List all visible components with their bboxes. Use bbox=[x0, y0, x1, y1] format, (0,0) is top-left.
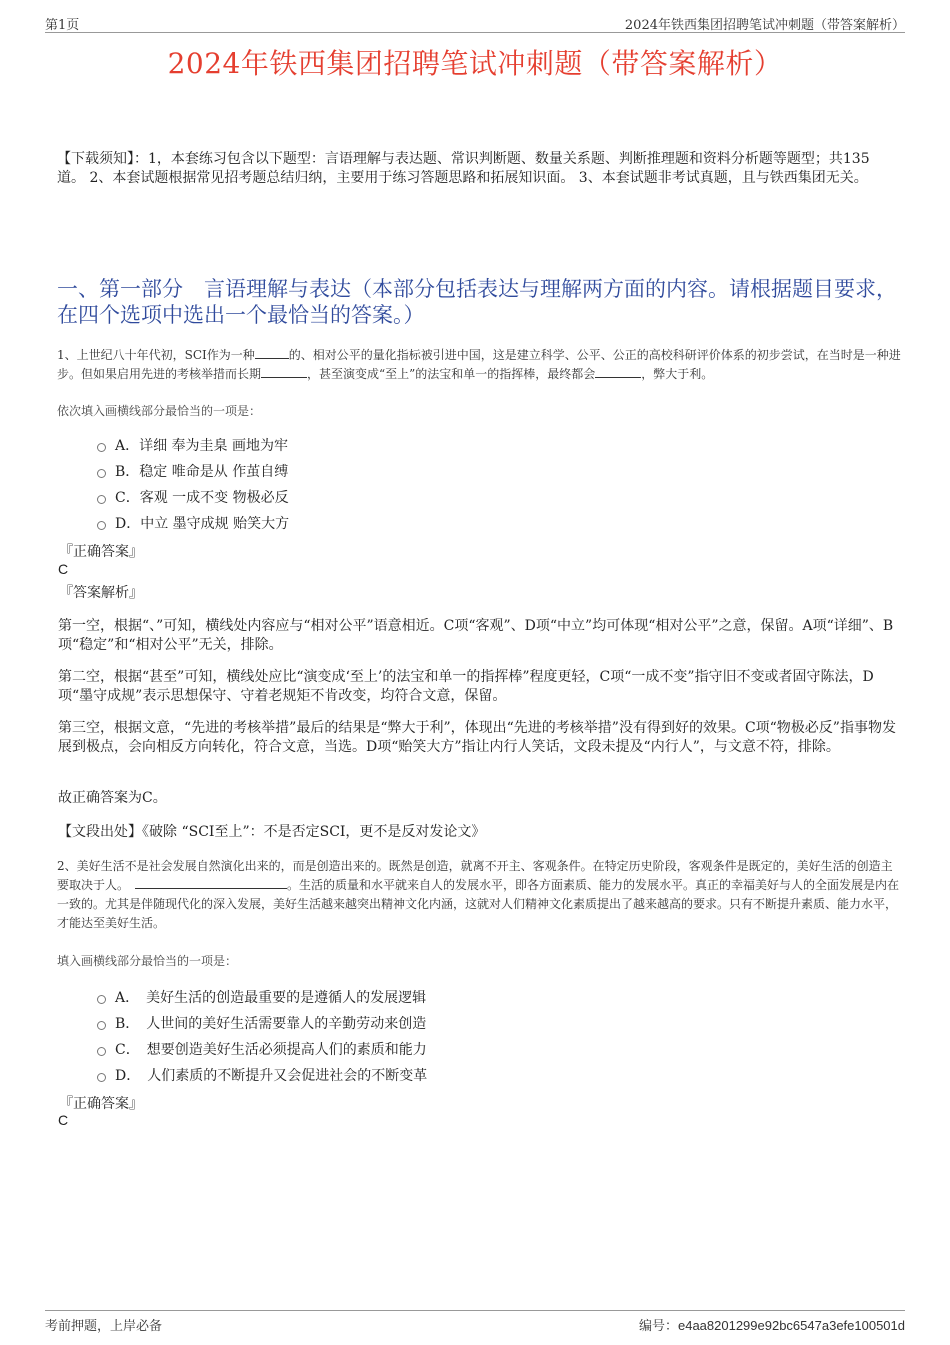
correct-answer: C bbox=[58, 1112, 69, 1128]
radio-icon[interactable] bbox=[97, 995, 106, 1004]
code-value: e4aa8201299e92bc6547a3efe100501d bbox=[677, 1318, 905, 1333]
option-label: D．中立 墨守成规 贻笑大方 bbox=[115, 516, 290, 532]
download-notice: 【下载须知】：1，本套练习包含以下题型：言语理解与表达题、常识判断题、数量关系题、判断推理题和资料分析题等题型；共135道。 2、本套试题根据常见招考题总结归纳，主要用于练习答题思路和拓展知识面。 3、本套试题非考试真题，且与铁西集团无关。 bbox=[57, 151, 870, 186]
option-label: B．稳定 唯命是从 作茧自缚 bbox=[115, 464, 289, 480]
q1-text-1: 1、上世纪八十年代初，SCI作为一种 bbox=[57, 348, 255, 362]
radio-icon[interactable] bbox=[97, 521, 106, 530]
blank bbox=[255, 346, 289, 359]
page-title: 2024年铁西集团招聘笔试冲刺题（带答案解析） bbox=[167, 47, 783, 80]
option-b[interactable] bbox=[97, 458, 289, 484]
question-2-options bbox=[97, 984, 427, 1088]
footer-code bbox=[639, 1315, 905, 1334]
footer-slogan: 考前押题，上岸必备 bbox=[45, 1319, 163, 1334]
page-footer bbox=[45, 1310, 905, 1333]
option-c[interactable] bbox=[97, 484, 289, 510]
q1-text-3: ，甚至演变成“至上”的法宝和单一的指挥棒，最终都会 bbox=[307, 367, 596, 381]
radio-icon[interactable] bbox=[97, 469, 106, 478]
page-header bbox=[45, 14, 905, 33]
q2-text-2: 。生活的质量和水平就来自人的发展水平，即各方面素质、能力的发展水平。真正的幸福美好与人的全面发展是内在一致的。尤其是伴随现代化的深入发展，美好生活越来越突出精神文化内涵，这就对人们精神文化素质提出了越来越高的要求。只有不断提升素质、能力水平，才能达至美好生活。 bbox=[57, 878, 900, 930]
radio-icon[interactable] bbox=[97, 1021, 106, 1030]
question-2-stem bbox=[57, 857, 902, 933]
option-label: C．客观 一成不变 物极必反 bbox=[115, 490, 289, 506]
option-a[interactable] bbox=[97, 984, 427, 1010]
radio-icon[interactable] bbox=[97, 495, 106, 504]
q2-text-1: 2、美好生活不是社会发展自然演化出来的，而是创造出来的。既然是创造，就离不开主、客观条件。在特定历史阶段，客观条件是既定的，美好生活的创造主要取决于人。 bbox=[57, 859, 893, 892]
radio-icon[interactable] bbox=[97, 1073, 106, 1082]
option-label: A．详细 奉为圭臬 画地为牢 bbox=[115, 438, 289, 454]
radio-icon[interactable] bbox=[97, 1047, 106, 1056]
option-b[interactable] bbox=[97, 1010, 427, 1036]
code-label: 编号： bbox=[638, 1319, 678, 1334]
analysis-label: 『答案解析』 bbox=[59, 585, 143, 601]
section-heading: 一、第一部分 言语理解与表达（本部分包括表达与理解两方面的内容。请根据题目要求，在四个选项中选出一个最恰当的答案。） bbox=[57, 277, 897, 327]
analysis-paragraph-2: 第二空，根据“甚至”可知，横线处应比“演变成‘至上’的法宝和单一的指挥棒”程度更轻，C项“一成不变”指守旧不变或者固守陈法，D项“墨守成规”表示思想保守、守着老规矩不肯改变，均符合文意，保留。 bbox=[58, 669, 874, 704]
question-1-prompt: 依次填入画横线部分最恰当的一项是： bbox=[57, 404, 262, 418]
question-2-prompt: 填入画横线部分最恰当的一项是： bbox=[57, 954, 238, 968]
option-label: D． 人们素质的不断提升又会促进社会的不断变革 bbox=[115, 1068, 428, 1084]
option-d[interactable] bbox=[97, 1062, 427, 1088]
question-1-stem bbox=[57, 346, 902, 384]
q1-text-4: ，弊大于利。 bbox=[641, 367, 714, 381]
blank bbox=[135, 876, 287, 889]
analysis-paragraph-1: 第一空，根据“、”可知，横线处内容应与“相对公平”语意相近。C项“客观”、D项“中立”均可体现“相对公平”之意，保留。A项“详细”、B项“稳定”和“相对公平”无关，排除。 bbox=[58, 618, 894, 653]
option-label: B． 人世间的美好生活需要靠人的辛勤劳动来创造 bbox=[115, 1016, 427, 1032]
radio-icon[interactable] bbox=[97, 443, 106, 452]
option-label: C． 想要创造美好生活必须提高人们的素质和能力 bbox=[115, 1042, 427, 1058]
correct-answer-label: 『正确答案』 bbox=[59, 1096, 143, 1112]
option-a[interactable] bbox=[97, 432, 289, 458]
option-label: A． 美好生活的创造最重要的是遵循人的发展逻辑 bbox=[115, 990, 427, 1006]
correct-answer: C bbox=[58, 561, 69, 577]
option-c[interactable] bbox=[97, 1036, 427, 1062]
q1-text-2: 的、相对公平的量化指标被引进中国，这是建立科学、公平、公正的高校科研评价体系的初步尝试，在当时是一种进步。但如果启用先进的考核举措而长期 bbox=[57, 348, 901, 381]
option-d[interactable] bbox=[97, 510, 289, 536]
analysis-paragraph-3: 第三空，根据文意，“先进的考核举措”最后的结果是“弊大于利”，体现出“先进的考核举措”没有得到好的效果。C项“物极必反”指事物发展到极点，会向相反方向转化，符合文意，当选。D项“贻笑大方”指让内行人笑话，文段未提及“内行人”，与文意不符，排除。 bbox=[58, 720, 896, 755]
page-number: 第1页 bbox=[45, 18, 80, 33]
correct-answer-label: 『正确答案』 bbox=[59, 544, 143, 560]
blank bbox=[261, 365, 307, 378]
blank bbox=[595, 365, 641, 378]
header-doc-title: 2024年铁西集团招聘笔试冲刺题（带答案解析） bbox=[624, 18, 905, 33]
question-1-options bbox=[97, 432, 289, 536]
analysis-conclusion: 故正确答案为C。 bbox=[58, 790, 167, 806]
source-citation: 【文段出处】《破除 “SCI至上”：不是否定SCI，更不是反对发论文》 bbox=[58, 824, 486, 840]
